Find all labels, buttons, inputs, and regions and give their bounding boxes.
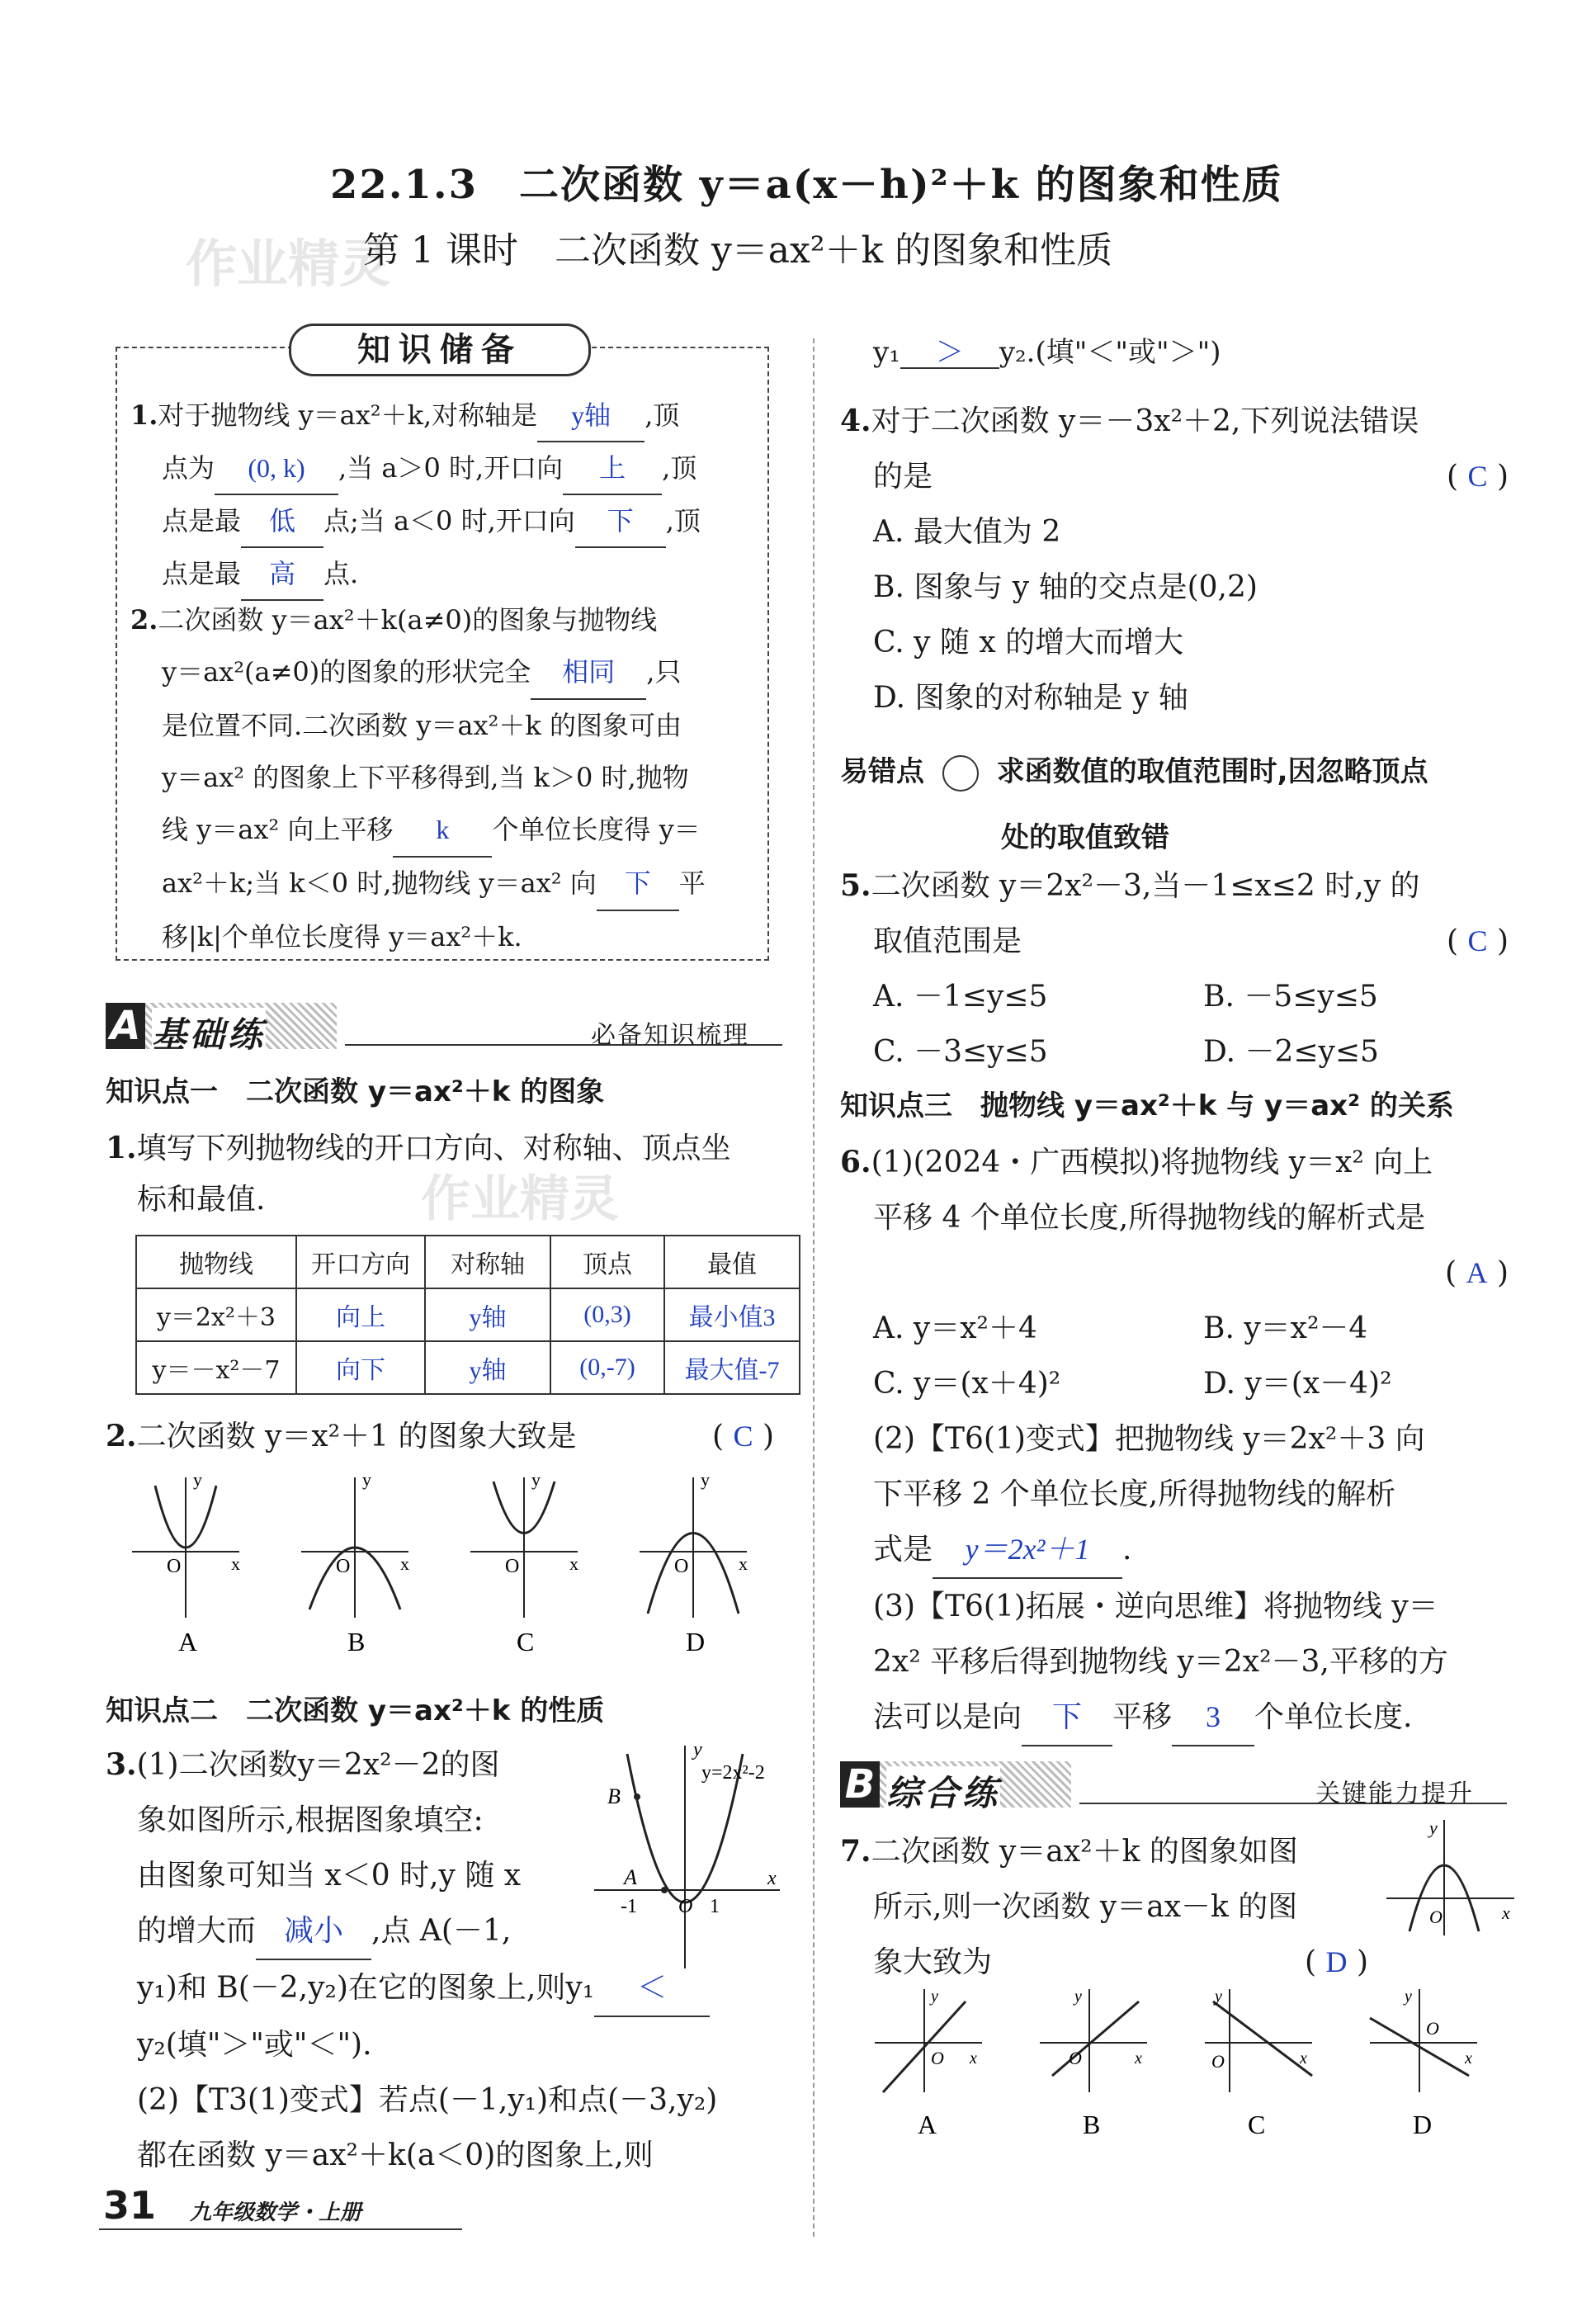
origin-label: O <box>336 1556 351 1577</box>
q3-graph <box>578 1737 792 1977</box>
table-cell: y轴 <box>425 1288 550 1341</box>
svg-text:y: y <box>693 1739 702 1760</box>
question-5 <box>840 858 1509 1080</box>
question-number: 7. <box>840 1834 871 1869</box>
pitfall-note <box>840 739 1525 871</box>
page-number: 31 <box>103 2183 157 2228</box>
axis-label: y <box>701 1469 710 1490</box>
svg-text:y: y <box>1074 1987 1082 2006</box>
answer-blank: 3 <box>1172 1690 1254 1746</box>
text: 法可以是向 <box>873 1700 1022 1734</box>
question-number: 1. <box>106 1131 137 1165</box>
text: 对于二次函数 y＝－3x²＋2,下列说法错误 <box>871 404 1419 438</box>
parabola-table <box>135 1235 800 1395</box>
answer-blank: y＝2x²＋1 <box>933 1522 1122 1579</box>
section-badge: B <box>840 1761 880 1808</box>
svg-text:-1: -1 <box>621 1896 637 1917</box>
option-label: B <box>347 1627 366 1656</box>
lightbulb-icon <box>942 755 979 792</box>
option-label: B <box>1083 2110 1101 2139</box>
svg-text:x: x <box>1135 2049 1142 2068</box>
graph-option-c <box>470 1469 578 1656</box>
text: ,当 a＞0 时,开口向 <box>338 452 564 484</box>
section-subtitle: 必备知识梳理 <box>591 1021 749 1050</box>
text: 二次函数 y＝ax²＋k 的图象如图 <box>871 1835 1298 1869</box>
table-header: 顶点 <box>550 1236 664 1288</box>
table-cell: 向下 <box>296 1341 425 1394</box>
option-label: C <box>517 1627 535 1656</box>
text: 移|k|个单位长度得 y＝ax²＋k. <box>162 921 522 952</box>
text: 标和最值. <box>137 1183 266 1217</box>
svg-text:x: x <box>1300 2049 1307 2068</box>
section-b-header <box>840 1761 1507 1813</box>
svg-text:O: O <box>1429 1907 1443 1927</box>
footer-rule <box>99 2228 462 2230</box>
answer-bracket: ( D ) <box>1305 1945 1368 1979</box>
answer-blank: 高 <box>241 548 323 601</box>
text: 下平移 2 个单位长度,所得抛物线的解析 <box>873 1477 1396 1511</box>
svg-text:x: x <box>1465 2049 1472 2068</box>
svg-text:B: B <box>607 1784 621 1808</box>
svg-text:y: y <box>1405 1987 1412 2006</box>
option-label: C <box>1248 2110 1266 2139</box>
option: B. 图象与 y 轴的交点是(0,2) <box>873 570 1258 604</box>
text: 式是 <box>873 1533 933 1567</box>
origin-label: O <box>167 1556 182 1577</box>
text: 所示,则一次函数 y＝ax－k 的图 <box>873 1890 1298 1924</box>
text: ,顶 <box>662 452 697 484</box>
option-label: D <box>686 1627 706 1656</box>
answer: D <box>1325 1945 1348 1978</box>
section-title-a: 基础练 <box>152 1008 266 1057</box>
pitfall-label: 易错点 <box>840 755 924 788</box>
item-number: 1. <box>130 399 158 431</box>
svg-text:x: x <box>1502 1902 1510 1923</box>
option: A. y＝x²＋4 <box>873 1311 1037 1345</box>
table-row <box>136 1341 800 1394</box>
table-cell: 向上 <box>296 1288 425 1341</box>
text: y₂.(填"＜"或"＞") <box>999 336 1221 369</box>
section-title: 22.1.3 二次函数 y＝a(x－h)²＋k 的图象和性质 <box>330 162 1283 208</box>
knowledge-point-2: 知识点二 二次函数 y＝ax²＋k 的性质 <box>106 1694 605 1727</box>
svg-text:A: A <box>624 1865 637 1889</box>
text: 点为 <box>162 452 215 484</box>
svg-text:O: O <box>1069 2048 1082 2068</box>
knowledge-point-1: 知识点一 二次函数 y＝ax²＋k 的图象 <box>106 1075 605 1108</box>
question-number: 4. <box>840 404 871 438</box>
table-header: 最值 <box>664 1236 800 1288</box>
text: ,顶 <box>665 505 701 536</box>
answer: C <box>1467 924 1488 957</box>
option: A. －1≤y≤5 <box>873 980 1048 1014</box>
table-cell: 最大值-7 <box>664 1341 800 1394</box>
text: y＝ax²(a≠0)的图象的形状完全 <box>162 656 531 688</box>
question-number: 3. <box>106 1747 137 1782</box>
option: D. 图象的对称轴是 y 轴 <box>873 681 1188 715</box>
axis-label: x <box>400 1553 409 1574</box>
table-cell: y轴 <box>425 1341 550 1394</box>
table-header: 开口方向 <box>296 1236 425 1288</box>
option: A. 最大值为 2 <box>873 515 1061 549</box>
text: 点;当 a＜0 时,开口向 <box>323 505 575 536</box>
option: C. y＝(x＋4)² <box>873 1367 1061 1401</box>
table-row <box>136 1288 800 1341</box>
knowledge-item-2 <box>130 594 758 963</box>
watermark: 作业精灵 <box>421 1170 619 1228</box>
text: y₁ <box>873 336 900 369</box>
q7-graph-options <box>866 1985 1510 2150</box>
option: C. －3≤y≤5 <box>873 1035 1048 1069</box>
option: D. y＝(x－4)² <box>1203 1367 1392 1401</box>
text: 的是 <box>873 460 933 494</box>
graph-option-b <box>1040 1987 1147 2139</box>
svg-text:y: y <box>1215 1987 1222 2006</box>
answer-blank: ＞ <box>900 339 999 369</box>
answer-blank: 减小 <box>256 1903 371 1960</box>
axis-label: x <box>569 1553 578 1574</box>
text: (1)二次函数y＝2x²－2的图 <box>136 1748 500 1782</box>
column-divider <box>813 338 815 2237</box>
text: 都在函数 y＝ax²＋k(a＜0)的图象上,则 <box>137 2139 654 2172</box>
text: ax²＋k;当 k＜0 时,抛物线 y＝ax² 向 <box>162 867 597 899</box>
graph-option-c <box>1205 1987 1312 2139</box>
table-header: 对称轴 <box>425 1236 550 1288</box>
text: (2)【T6(1)变式】把抛物线 y＝2x²＋3 向 <box>873 1422 1425 1456</box>
option-label: D <box>1413 2110 1433 2139</box>
text: 点是最 <box>162 558 242 589</box>
text: 求函数值的取值范围时,因忽略顶点 <box>996 755 1428 788</box>
text: 由图象可知当 x＜0 时,y 随 x <box>137 1859 522 1893</box>
answer: C <box>733 1420 753 1453</box>
answer-blank: k <box>393 804 492 858</box>
svg-text:O: O <box>678 1896 693 1917</box>
graph-option-d <box>640 1469 748 1656</box>
answer-bracket: ( A ) <box>1445 1256 1509 1290</box>
text: y₂(填"＞"或"＜"). <box>137 2028 372 2062</box>
text: (2)【T3(1)变式】若点(－1,y₁)和点(－3,y₂) <box>137 2083 718 2117</box>
text: 的增大而 <box>137 1914 257 1948</box>
axis-label: y <box>193 1469 202 1490</box>
svg-text:1: 1 <box>710 1896 720 1917</box>
table-cell: y＝2x²＋3 <box>136 1288 296 1341</box>
origin-label: O <box>674 1556 689 1577</box>
answer-bracket: ( C ) <box>1446 924 1509 958</box>
table-cell: y＝－x²－7 <box>136 1341 296 1394</box>
svg-text:y=2x²-2: y=2x²-2 <box>701 1762 765 1784</box>
section-a-header <box>106 1003 782 1055</box>
answer-blank: ＜ <box>594 1960 710 2017</box>
text: 填写下列抛物线的开口方向、对称轴、顶点坐 <box>136 1132 731 1165</box>
answer-blank: 下 <box>575 495 666 548</box>
svg-text:O: O <box>1211 2051 1225 2072</box>
question-7 <box>840 1824 1368 1990</box>
knowledge-item-1 <box>130 390 758 601</box>
text: 平 <box>678 867 706 899</box>
question-4 <box>840 394 1509 725</box>
item-number: 2. <box>130 604 158 636</box>
answer-blank: 下 <box>1022 1690 1112 1746</box>
text: y₁)和 B(－2,y₂)在它的图象上,则y₁ <box>137 1971 595 2005</box>
answer-blank: (0, k) <box>215 442 338 495</box>
section-badge: A <box>106 1003 145 1049</box>
option: D. －2≤y≤5 <box>1203 1035 1379 1069</box>
text: ,点 A(－1, <box>371 1914 512 1948</box>
option: B. －5≤y≤5 <box>1203 980 1378 1014</box>
table-cell: (0,-7) <box>550 1341 664 1394</box>
q7-graph <box>1378 1816 1518 1940</box>
knowledge-banner <box>289 324 591 376</box>
text: 点. <box>323 558 359 589</box>
svg-text:y: y <box>931 1987 938 2006</box>
text: (1)(2024・广西模拟)将抛物线 y＝x² 向上 <box>871 1146 1433 1179</box>
knowledge-point-3: 知识点三 抛物线 y＝ax²＋k 与 y＝ax² 的关系 <box>840 1089 1454 1122</box>
answer: C <box>1467 460 1488 493</box>
text: 对于抛物线 y＝ax²＋k,对称轴是 <box>158 399 538 431</box>
answer-blank: 下 <box>597 858 679 911</box>
section-subtitle: 关键能力提升 <box>1315 1779 1474 1808</box>
axis-label: x <box>739 1553 748 1574</box>
question-6: 6.(1)(2024・广西模拟)将抛物线 y＝x² 向上 平移 4 个单位长度,所得抛物线的解析式是 ( A ) A. y＝x²＋4 B. y＝x²－4 C. y＝(x＋4)² D. y＝(x－4)² (2)【T6(1)变式】把抛物线 y＝2x²＋3 向 下平移 2 个单位长度,所得抛物线的解析 式是 y＝2x²＋1 . (3)【T6(1)拓展・逆向思维】将抛物线 y＝ 2x² 平移后得到抛物线 y＝2x²－3,平移的方 法可以是向 下 平移 3 个单位长度. <box>840 1135 1509 1746</box>
question-number: 2. <box>106 1419 137 1453</box>
text: 点是最 <box>162 505 242 536</box>
book-title: 九年级数学・上册 <box>190 2200 362 2225</box>
origin-label: O <box>505 1556 520 1577</box>
text: (3)【T6(1)拓展・逆向思维】将抛物线 y＝ <box>873 1590 1438 1623</box>
option: C. y 随 x 的增大而增大 <box>873 626 1184 659</box>
option-label: A <box>918 2110 937 2139</box>
question-3-cont <box>873 338 1221 369</box>
text: 二次函数 y＝2x²－3,当－1≤x≤2 时,y 的 <box>871 869 1420 903</box>
question-1 <box>106 1122 731 1226</box>
text: 二次函数 y＝ax²＋k(a≠0)的图象与抛物线 <box>158 604 658 636</box>
svg-text:x: x <box>970 2049 977 2068</box>
graph-option-a <box>875 1987 982 2139</box>
watermark: 作业精灵 <box>186 234 391 294</box>
text: 象如图所示,根据图象填空: <box>137 1803 484 1837</box>
q2-graph-options <box>124 1469 776 1667</box>
answer-blank: 上 <box>563 442 662 495</box>
table-cell: (0,3) <box>550 1288 664 1341</box>
axis-label: x <box>231 1553 240 1574</box>
option-label: A <box>178 1627 198 1656</box>
svg-text:y: y <box>1429 1817 1438 1838</box>
text: y＝ax² 的图象上下平移得到,当 k＞0 时,抛物 <box>162 762 689 793</box>
axis-label: y <box>531 1469 541 1490</box>
text: 取值范围是 <box>873 924 1022 958</box>
option: B. y＝x²－4 <box>1203 1311 1368 1345</box>
answer-bracket: ( C ) <box>1446 460 1509 494</box>
svg-text:O: O <box>1426 2018 1439 2039</box>
text: 处的取值致错 <box>1001 821 1169 854</box>
section-title-b: 综合练 <box>886 1766 1000 1816</box>
answer-blank: y轴 <box>537 390 645 442</box>
question-2 <box>106 1421 774 1452</box>
answer-bracket: ( C ) <box>711 1420 774 1453</box>
text: 是位置不同.二次函数 y＝ax²＋k 的图象可由 <box>162 710 682 741</box>
text: 平移 <box>1112 1700 1173 1734</box>
graph-option-d <box>1370 1987 1477 2139</box>
answer-blank: 低 <box>241 495 323 548</box>
text: 个单位长度得 y＝ <box>492 814 701 845</box>
text: 个单位长度. <box>1254 1700 1413 1734</box>
text: 线 y＝ax² 向上平移 <box>162 814 394 845</box>
text: 2x² 平移后得到抛物线 y＝2x²－3,平移的方 <box>873 1645 1448 1679</box>
table-header: 抛物线 <box>136 1236 296 1288</box>
question-number: 6. <box>840 1145 871 1179</box>
svg-text:x: x <box>767 1868 777 1889</box>
answer: A <box>1466 1256 1488 1289</box>
svg-text:O: O <box>931 2048 944 2068</box>
text: 二次函数 y＝x²＋1 的图象大致是 <box>136 1420 577 1453</box>
answer-blank: 相同 <box>531 646 646 700</box>
text: ,只 <box>646 656 682 688</box>
text: 平移 4 个单位长度,所得抛物线的解析式是 <box>873 1201 1426 1235</box>
question-number: 5. <box>840 868 871 903</box>
graph-option-a <box>132 1469 240 1656</box>
knowledge-banner-text: 知识储备 <box>357 330 522 369</box>
table-cell: 最小值3 <box>664 1288 800 1341</box>
lesson-title: 第 1 课时 二次函数 y＝ax²＋k 的图象和性质 <box>363 229 1113 272</box>
graph-option-b <box>301 1469 409 1656</box>
text: ,顶 <box>645 399 680 431</box>
axis-label: y <box>362 1469 371 1490</box>
text: 象大致为 <box>873 1945 993 1979</box>
